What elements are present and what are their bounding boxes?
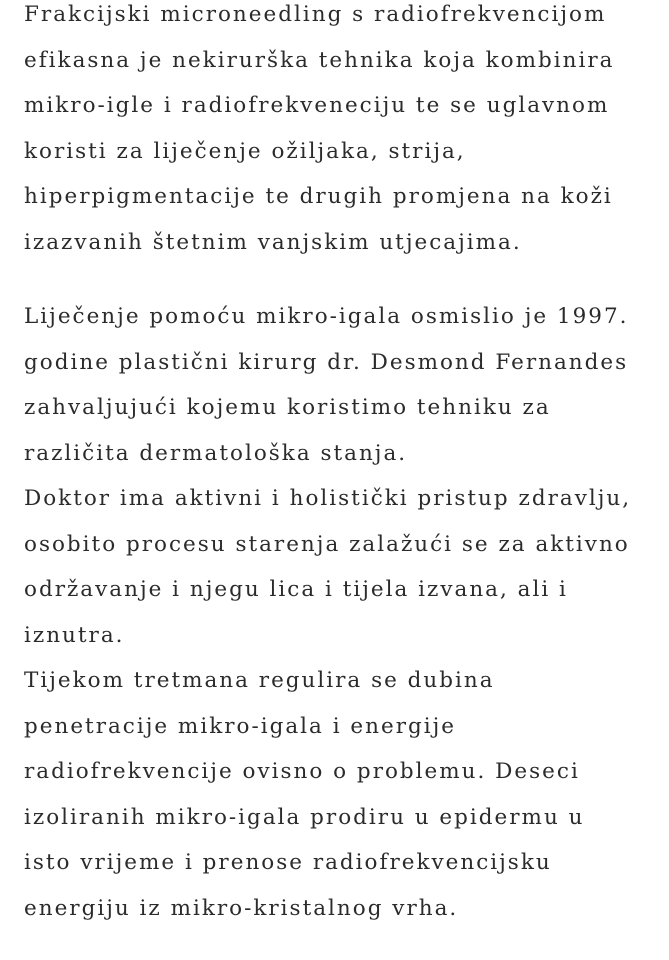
- paragraph-treatment: [24, 658, 664, 931]
- text-line: izazvanih štetnim vanjskim utjecajima.: [24, 229, 522, 255]
- text-line: osobito procesu starenja zalažući se za aktivno: [24, 531, 630, 557]
- text-line: radiofrekvencije ovisno o problemu. Deseci: [24, 759, 580, 784]
- text-line: Frakcijski microneedling s radiofrekvencijom: [24, 2, 607, 27]
- paragraph-spacer: [24, 265, 664, 294]
- text-line: isto vrijeme i prenose radiofrekvencijsku: [24, 850, 552, 875]
- text-line: penetracije mikro-igala i energije: [24, 713, 457, 739]
- article-body: [24, 0, 664, 931]
- text-line: različita dermatološka stanja.: [24, 440, 408, 466]
- text-line: iznutra.: [24, 622, 125, 648]
- text-line: koristi za liječenje ožiljaka, strija,: [24, 138, 466, 164]
- text-line: Tijekom tretmana regulira se dubina: [24, 668, 495, 693]
- text-line: održavanje i njegu lica i tijela izvana, ali i: [24, 577, 568, 602]
- text-line: hiperpigmentacije te drugih promjena na koži: [24, 184, 613, 209]
- text-line: efikasna je nekirurška tehnika koja kombinira: [24, 47, 615, 73]
- text-line: Liječenje pomoću mikro-igala osmislio je 1997.: [24, 304, 629, 329]
- text-line: zahvaljujući kojemu koristimo tehniku za: [24, 395, 551, 420]
- text-line: mikro-igle i radiofrekveneciju te se uglavnom: [24, 93, 610, 118]
- text-line: energiju iz mikro-kristalnog vrha.: [24, 895, 459, 921]
- text-line: Doktor ima aktivni i holistički pristup zdravlju,: [24, 486, 632, 511]
- paragraph-intro: [24, 0, 664, 265]
- text-line: godine plastični kirurg dr. Desmond Fernandes: [24, 349, 629, 375]
- text-line: izoliranih mikro-igala prodiru u epidermu u: [24, 804, 585, 830]
- paragraph-history: [24, 294, 664, 476]
- paragraph-doctor: [24, 476, 664, 658]
